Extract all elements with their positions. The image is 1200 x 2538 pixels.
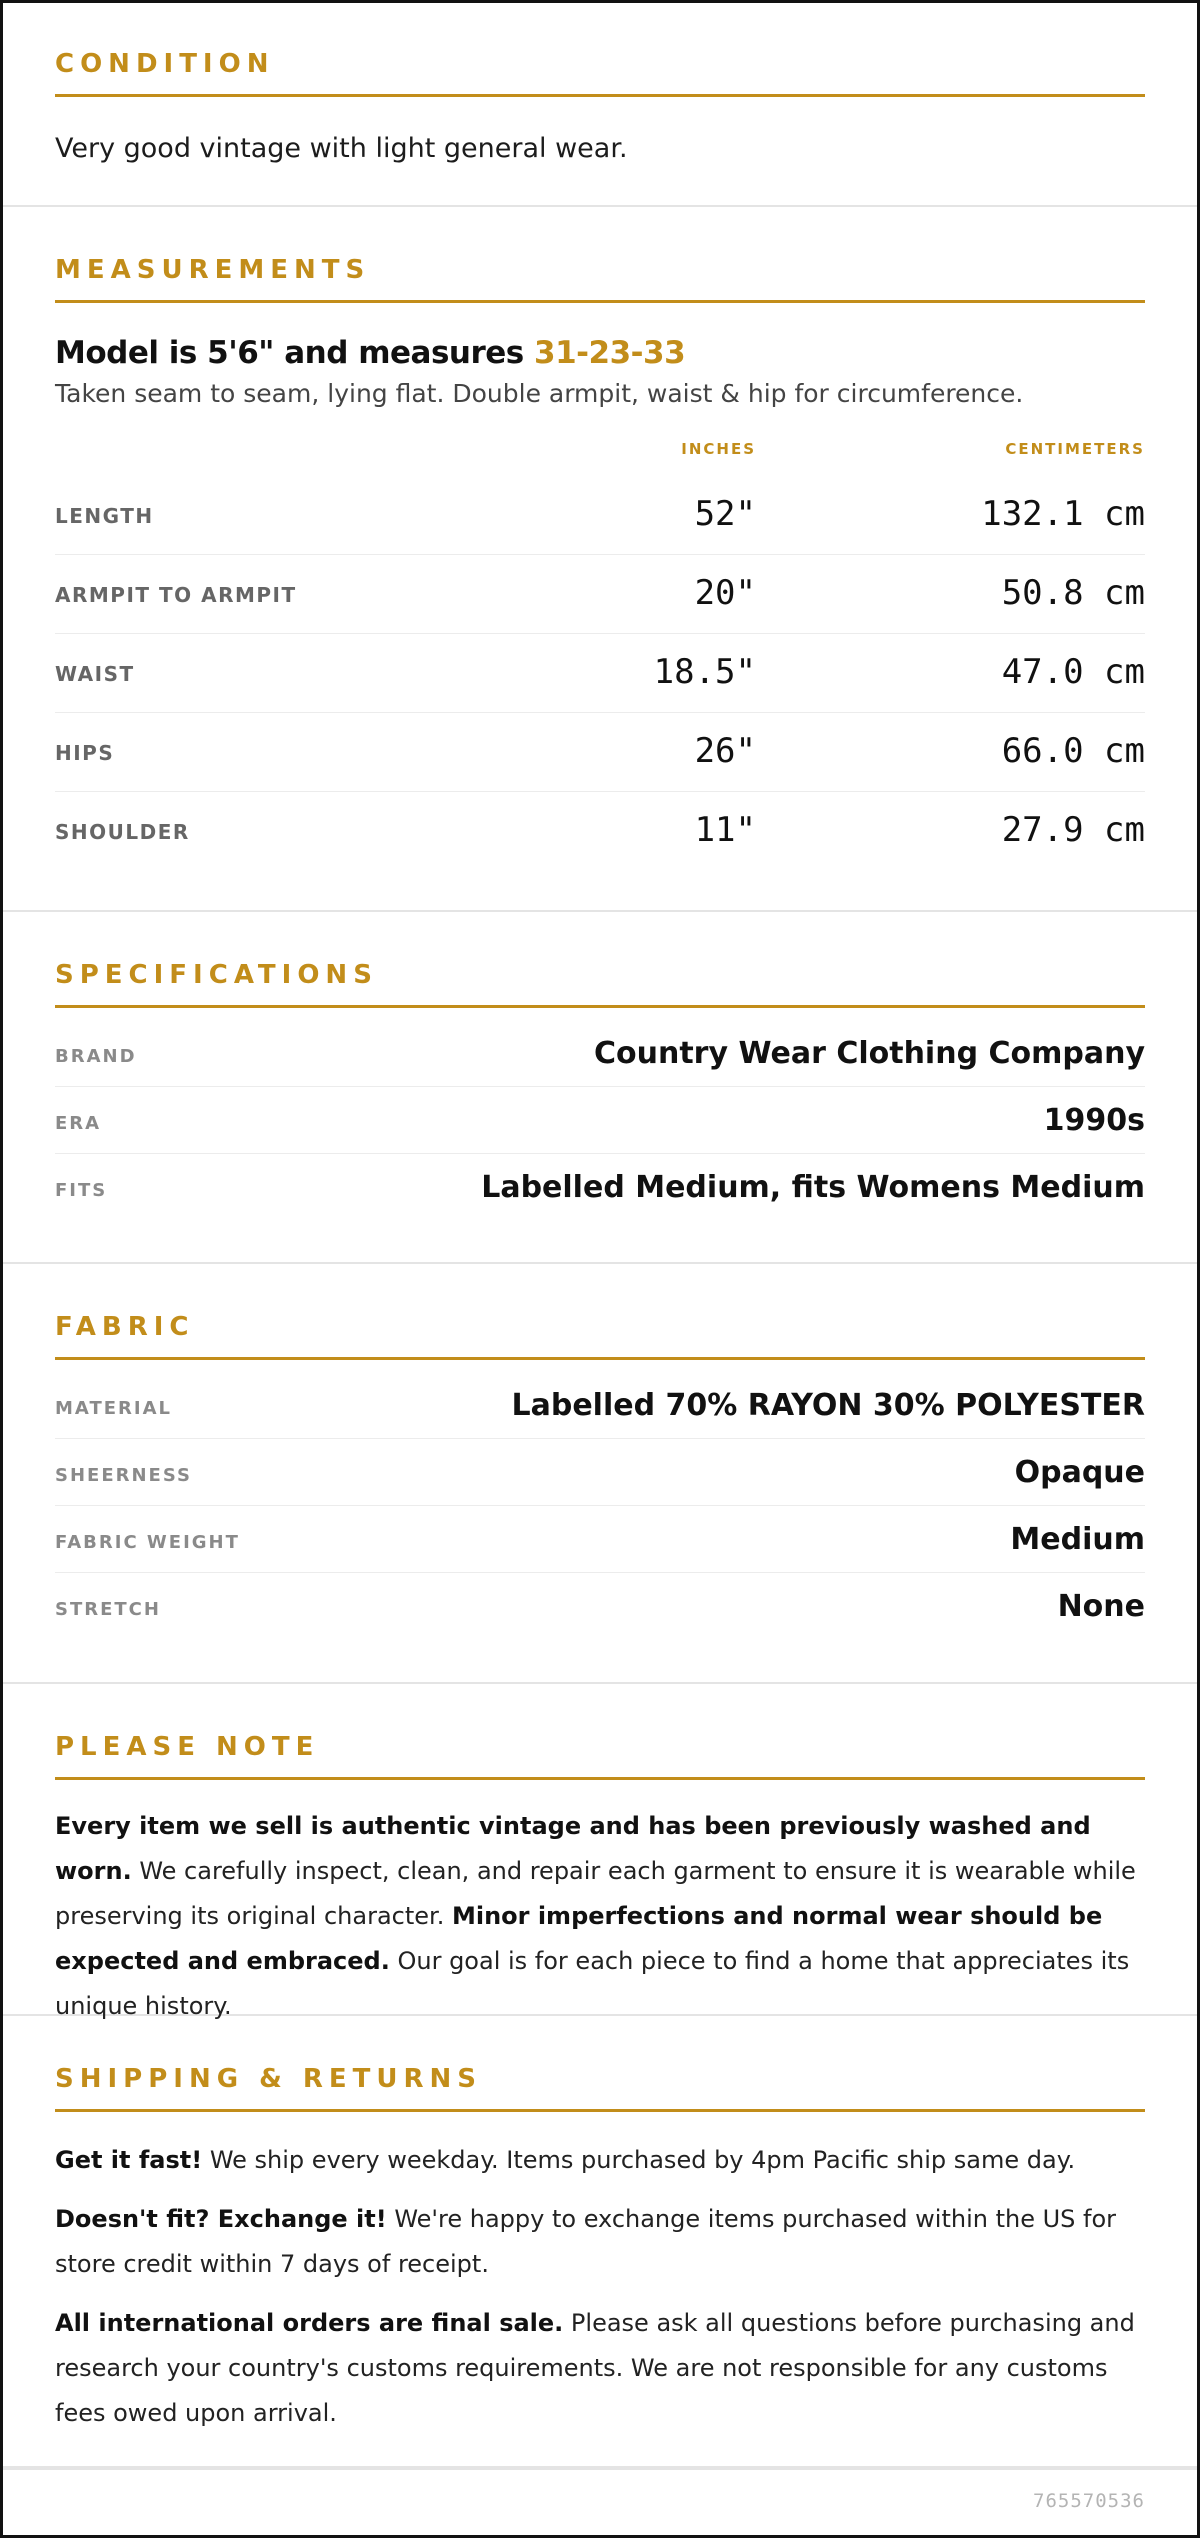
- note-text-1: We carefully inspect, clean, and repair each garment to ensure it is wearable while preserving its original character.: [55, 1857, 1136, 1930]
- measurement-column-headers: [55, 440, 1145, 470]
- condition-section: [3, 3, 1197, 207]
- footer: [3, 2468, 1197, 2534]
- measurement-inches: 20": [694, 573, 756, 613]
- spec-value: 1990s: [1043, 1103, 1145, 1138]
- shipping-text-2: We're happy to exchange items purchased within the US for store credit within 7 days of receipt.: [55, 2205, 1117, 2278]
- shipping-paragraph-fast: [55, 2138, 1145, 2183]
- note-paragraph: [55, 1804, 1145, 2029]
- spec-row-brand: [55, 1020, 1145, 1087]
- measurement-row-length: [55, 476, 1145, 555]
- specifications-section: [3, 912, 1197, 1264]
- shipping-paragraph-exchange: [55, 2197, 1145, 2287]
- measurement-label: SHOULDER: [55, 820, 190, 844]
- model-info: [55, 335, 1145, 371]
- specifications-heading: SPECIFICATIONS: [55, 960, 1145, 1008]
- measurements-section: [3, 207, 1197, 912]
- shipping-bold-3: All international orders are final sale.: [55, 2309, 564, 2337]
- shipping-heading: SHIPPING & RETURNS: [55, 2064, 1145, 2112]
- measurement-cm: 66.0 cm: [1001, 731, 1145, 771]
- measurement-label: LENGTH: [55, 504, 154, 528]
- fabric-list: [55, 1372, 1145, 1640]
- specifications-list: [55, 1020, 1145, 1221]
- inches-column-header: INCHES: [681, 440, 756, 458]
- shipping-paragraph-international: [55, 2301, 1145, 2436]
- measurement-cm: 27.9 cm: [1001, 810, 1145, 850]
- fabric-label: MATERIAL: [55, 1398, 172, 1419]
- spec-row-fits: [55, 1154, 1145, 1221]
- shipping-bold-2: Doesn't fit? Exchange it!: [55, 2205, 387, 2233]
- measurement-inches: 52": [694, 494, 756, 534]
- fabric-row-stretch: [55, 1573, 1145, 1640]
- measurements-heading: MEASUREMENTS: [55, 255, 1145, 303]
- spec-value: Country Wear Clothing Company: [593, 1036, 1145, 1071]
- measurement-label: WAIST: [55, 662, 135, 686]
- fabric-heading: FABRIC: [55, 1312, 1145, 1360]
- centimeters-column-header: CENTIMETERS: [1005, 440, 1145, 458]
- measurements-table: [55, 476, 1145, 871]
- condition-text: Very good vintage with light general wear.: [55, 133, 628, 164]
- fabric-row-material: [55, 1372, 1145, 1439]
- measurement-inches: 18.5": [653, 652, 756, 692]
- model-stats: 31-23-33: [534, 335, 686, 371]
- measurement-row-shoulder: [55, 792, 1145, 871]
- shipping-returns-section: [3, 2016, 1197, 2468]
- fabric-row-weight: [55, 1506, 1145, 1573]
- fabric-value: None: [1057, 1589, 1145, 1624]
- note-bold-1: Every item we sell is authentic vintage and has been previously washed and worn.: [55, 1812, 1091, 1885]
- measurement-label: HIPS: [55, 741, 115, 765]
- measurement-cm: 50.8 cm: [1001, 573, 1145, 613]
- note-text-2: Our goal is for each piece to find a home that appreciates its unique history.: [55, 1947, 1130, 2020]
- note-bold-2: Minor imperfections and normal wear should be expected and embraced.: [55, 1902, 1103, 1975]
- measurement-row-hips: [55, 713, 1145, 792]
- please-note-heading: PLEASE NOTE: [55, 1732, 1145, 1780]
- spec-value: Labelled Medium, fits Womens Medium: [481, 1170, 1145, 1205]
- measurement-inches: 11": [694, 810, 756, 850]
- measurement-row-waist: [55, 634, 1145, 713]
- fabric-label: STRETCH: [55, 1599, 161, 1620]
- spec-label: BRAND: [55, 1046, 137, 1067]
- fabric-section: [3, 1264, 1197, 1684]
- spec-row-era: [55, 1087, 1145, 1154]
- fabric-value: Labelled 70% RAYON 30% POLYESTER: [511, 1388, 1145, 1423]
- shipping-text-1: We ship every weekday. Items purchased by 4pm Pacific ship same day.: [202, 2146, 1076, 2174]
- fabric-label: FABRIC WEIGHT: [55, 1532, 240, 1553]
- spec-label: FITS: [55, 1180, 108, 1201]
- measurement-inches: 26": [694, 731, 756, 771]
- condition-heading: CONDITION: [55, 49, 1145, 97]
- fabric-label: SHEERNESS: [55, 1465, 192, 1486]
- seam-note: Taken seam to seam, lying flat. Double armpit, waist & hip for circumference.: [55, 379, 1024, 408]
- spec-label: ERA: [55, 1113, 102, 1134]
- measurement-cm: 47.0 cm: [1001, 652, 1145, 692]
- fabric-value: Medium: [1010, 1522, 1145, 1557]
- shipping-bold-1: Get it fast!: [55, 2146, 203, 2174]
- measurement-cm: 132.1 cm: [981, 494, 1145, 534]
- model-prefix: Model is 5'6" and measures: [55, 335, 535, 371]
- fabric-value: Opaque: [1014, 1455, 1145, 1490]
- fabric-row-sheerness: [55, 1439, 1145, 1506]
- please-note-section: [3, 1684, 1197, 2020]
- sku-number: 765570536: [1033, 2490, 1145, 2512]
- shipping-text-3: Please ask all questions before purchasing and research your country's customs requirements. We are not responsible for any customs fees owed upon arrival.: [55, 2309, 1135, 2427]
- measurement-label: ARMPIT TO ARMPIT: [55, 583, 297, 607]
- measurement-row-armpit: [55, 555, 1145, 634]
